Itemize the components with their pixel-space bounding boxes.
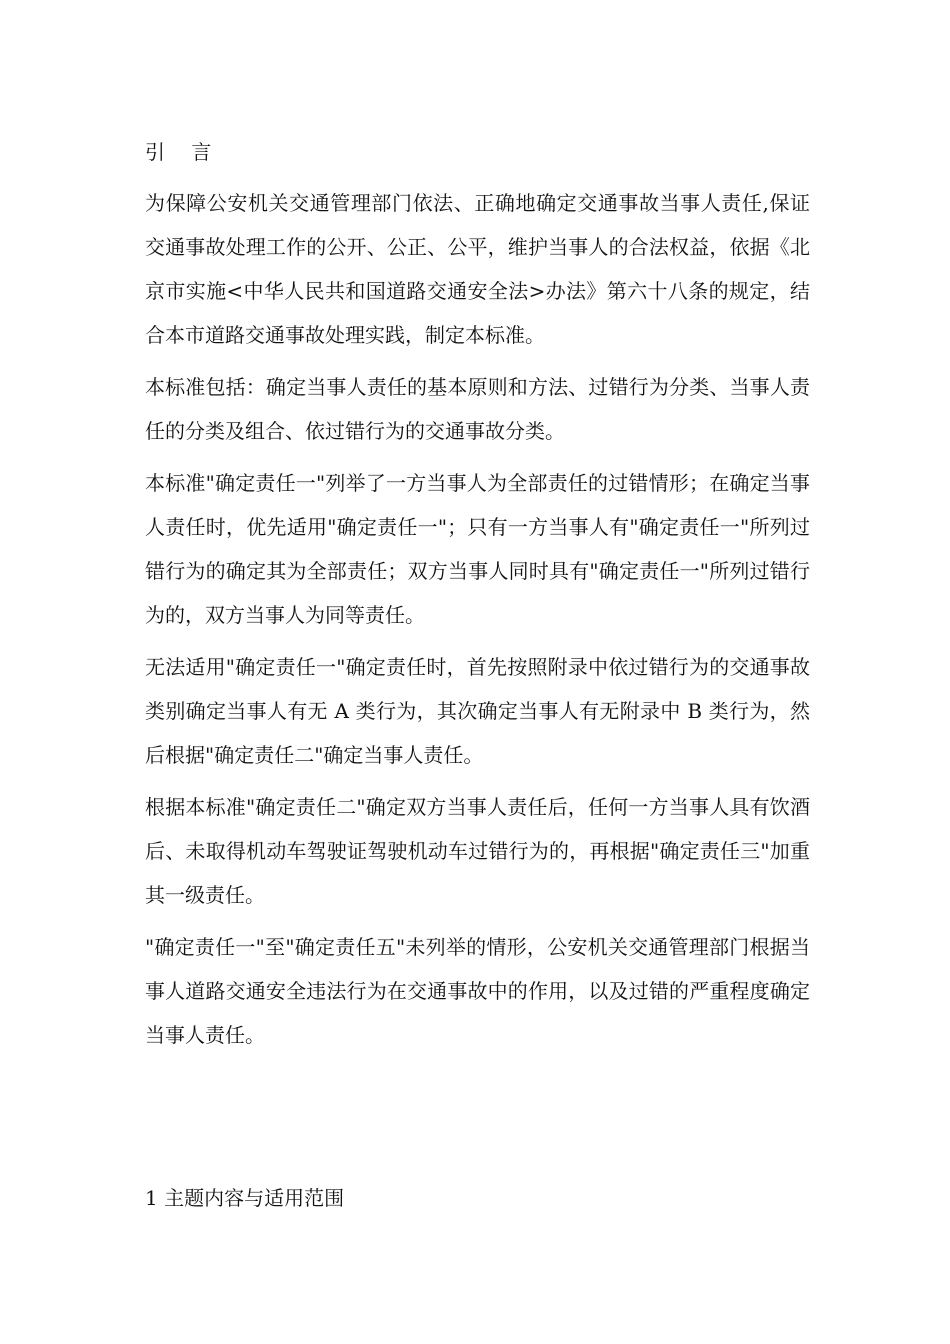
section-heading: 1 主题内容与适用范围 bbox=[145, 1186, 345, 1210]
paragraph-responsibility-three: 根据本标准"确定责任二"确定双方当事人责任后，任何一方当事人具有饮酒后、未取得机动车驾驶证驾驶机动车过错行为的，再根据"确定责任三"加重其一级责任。 bbox=[145, 795, 810, 907]
paragraph-responsibility-one: 本标准"确定责任一"列举了一方当事人为全部责任的过错情形；在确定当事人责任时，优先适用"确定责任一"；只有一方当事人有"确定责任一"所列过错行为的确定其为全部责任；双方当事人同时具有"确定责任一"所列过错行为的，双方当事人为同等责任。 bbox=[145, 471, 810, 627]
document-body bbox=[145, 131, 810, 1065]
paragraph-responsibility-two: 无法适用"确定责任一"确定责任时，首先按照附录中依过错行为的交通事故类别确定当事人有无 A 类行为，其次确定当事人有无附录中 B 类行为，然后根据"确定责任二"确定当事人责任。 bbox=[145, 655, 810, 767]
paragraph-purpose: 为保障公安机关交通管理部门依法、正确地确定交通事故当事人责任,保证交通事故处理工作的公开、公正、公平，维护当事人的合法权益，依据《北京市实施<中华人民共和国道路交通安全法>办法》第六十八条的规定，结合本市道路交通事故处理实践，制定本标准。 bbox=[145, 191, 810, 347]
intro-heading: 引 言 bbox=[145, 140, 222, 164]
paragraph-unlisted-cases: "确定责任一"至"确定责任五"未列举的情形，公安机关交通管理部门根据当事人道路交通安全违法行为在交通事故中的作用，以及过错的严重程度确定当事人责任。 bbox=[145, 935, 810, 1047]
paragraph-scope-contents: 本标准包括：确定当事人责任的基本原则和方法、过错行为分类、当事人责任的分类及组合、依过错行为的交通事故分类。 bbox=[145, 375, 810, 443]
